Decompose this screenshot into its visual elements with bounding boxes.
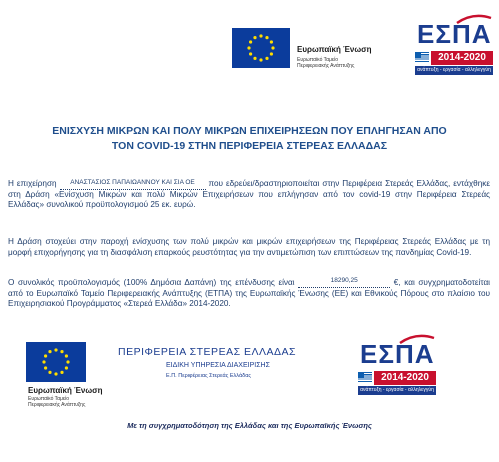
budget-amount: 18290,25 [298,276,390,288]
greek-flag-icon [415,52,429,62]
paragraph-3 [8,276,490,310]
title-line1: ΕΝΙΣΧΥΣΗ ΜΙΚΡΩΝ ΚΑΙ ΠΟΛΥ ΜΙΚΡΩΝ ΕΠΙΧΕΙΡΗΣΕΩΝ ΠΟΥ ΕΠΛΗΓΗΣΑΝ ΑΠΟ [52,125,447,137]
bottom-espa-years: 2014-2020 [374,371,436,385]
bottom-eu-flag-icon [26,342,86,382]
company-name: ΑΝΑΣΤΑΣΙΟΣ ΠΑΠΑΙΩΑΝΝΟΥ ΚΑΙ ΣΙΑ ΟΕ [60,178,206,190]
region-program: Ε.Π. Περιφέρειας Στερεάς Ελλάδας [166,373,252,379]
footer-cofunding: Με τη συγχρηματοδότηση της Ελλάδας και της Ευρωπαϊκής Ένωσης [127,421,372,430]
espa-slogan: ανάπτυξη - εργασία - αλληλεγγύη [415,66,493,75]
espa-years: 2014-2020 [431,51,493,65]
region-subtitle: ΕΙΔΙΚΗ ΥΠΗΡΕΣΙΑ ΔΙΑΧΕΙΡΙΣΗΣ [166,362,270,369]
eu-name: Ευρωπαϊκή Ένωση [297,45,372,54]
p3-currency: €, [393,278,401,287]
espa-word: ΕΣΠΑ [417,19,492,49]
p3-intro: Ο συνολικός προϋπολογισμός (100% Δημόσια Δαπάνη) της επένδυσης είναι [8,278,295,287]
eu-flag-icon [232,28,290,68]
title-line2: ΤΟΝ COVID-19 ΣΤΗΝ ΠΕΡΙΦΕΡΕΙΑ ΣΤΕΡΕΑΣ ΕΛΛΑΔΑΣ [111,140,388,152]
page-title [0,124,499,154]
eu-fund-line2: Περιφερειακής Ανάπτυξης [297,63,355,69]
paragraph-1 [8,178,490,211]
bottom-greek-flag-icon [358,372,372,382]
region-title: ΠΕΡΙΦΕΡΕΙΑ ΣΤΕΡΕΑΣ ΕΛΛΑΔΑΣ [118,346,297,358]
bottom-eu-fund-line1: Ευρωπαϊκό Ταμείο [28,396,70,402]
p1-intro: Η επιχείρηση [8,179,57,188]
bottom-espa-slogan: ανάπτυξη - εργασία - αλληλεγγύη [358,386,436,395]
p3-rest: και συγχρηματοδοτείται από το Ευρωπαϊκό Ταμείο Περιφερειακής Ανάπτυξης (ΕΤΠΑ) της Ευρωπαϊκής Ένωσης (ΕΕ) και Εθνικούς Πόρους στο πλαίσιο του Επιχειρησιακού Προγράμματος «Στερεά Ελλάδα» 2014-2020. [8,278,491,308]
espa-logo [413,14,493,76]
bottom-eu-name: Ευρωπαϊκή Ένωση [28,386,103,395]
bottom-eu-fund-line2: Περιφερειακής Ανάπτυξης [28,402,86,408]
bottom-espa-word: ΕΣΠΑ [360,339,435,369]
eu-fund-line1: Ευρωπαϊκό Ταμείο [297,57,339,63]
p1-rest: που εδρεύει/δραστηριοποιείται στην Περιφέρεια Στερεάς Ελλάδας, εντάχθηκε στη Δράση «Ενίσχυση Μικρών και πολύ Μικρών Επιχειρήσεων που επλήγησαν από τον covid-19 στην Περιφέρεια Στερεάς Ελλάδας» συνολικού προϋπολογισμού 25 εκ. ευρώ. [8,179,491,209]
paragraph-2: Η Δράση στοχεύει στην παροχή ενίσχυσης των πολύ μικρών και μικρών επιχειρήσεων της Περιφέρειας Στερεάς Ελλάδας με τη μορφή επιχορήγησης για τη διασφάλιση επαρκούς ρευστότητας για την αντιμετώπιση των επιπτώσεων της πανδημίας Covid-19. [8,237,490,257]
bottom-espa-logo [356,334,436,396]
